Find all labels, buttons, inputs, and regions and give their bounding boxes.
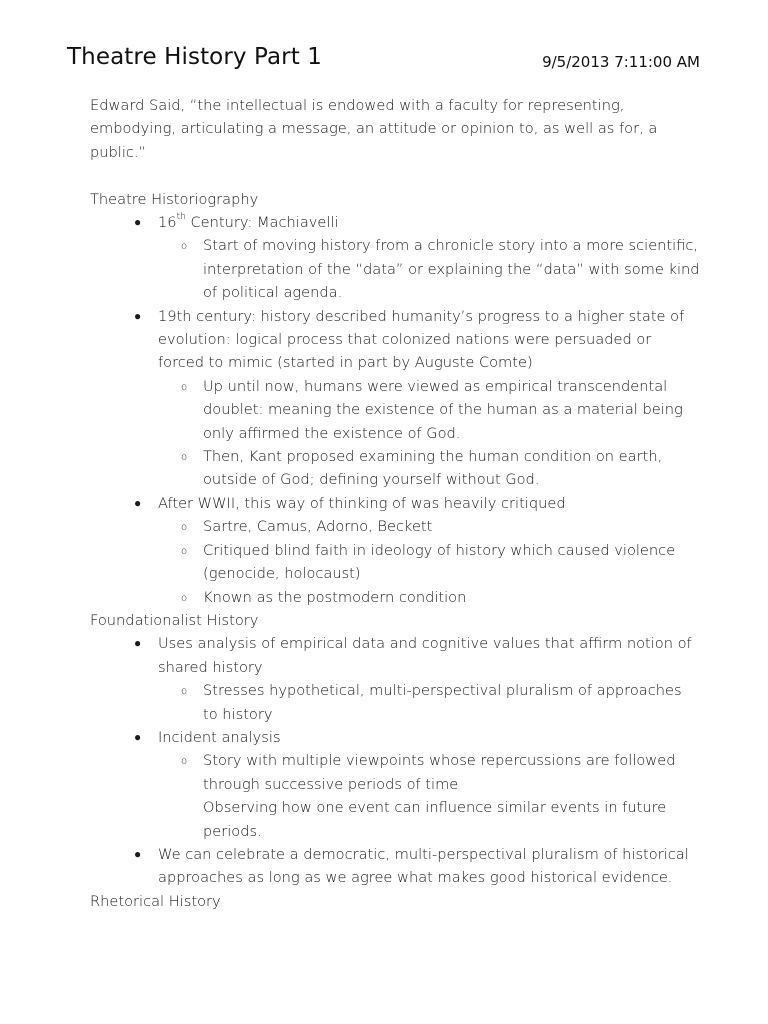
list-item-text-part: Century: Machiavelli <box>185 214 339 232</box>
sub-bullet-icon: o <box>181 756 188 768</box>
list-item-text <box>158 214 339 231</box>
sub-list <box>158 679 700 726</box>
sub-list-item <box>181 445 700 492</box>
sub-list-item <box>181 375 700 445</box>
sub-list-item-text: Up until now, humans were viewed as empirical transcendental doublet: meaning the existence of the human as a material being only affirmed the existence of God. <box>203 377 683 442</box>
sub-list <box>158 749 700 843</box>
list-item-text: Incident analysis <box>158 728 281 746</box>
sub-list-item <box>181 586 700 609</box>
bullet-icon: ● <box>134 495 142 510</box>
bullet-icon: ● <box>134 846 142 861</box>
bullet-icon: ● <box>134 215 142 230</box>
list-item <box>134 492 700 609</box>
list-item-text-part: 16 <box>158 214 177 232</box>
bullet-icon: ● <box>134 636 142 651</box>
list-item <box>134 305 700 492</box>
sub-list <box>158 234 700 304</box>
foundationalist-list <box>90 632 700 889</box>
sub-list-item-text: Then, Kant proposed examining the human condition on earth, outside of God; defining yourself without God. <box>203 448 663 489</box>
sub-list-item-text: Start of moving history from a chronicle story into a more scientific, interpretation of the “data” or explaining the “data” with some kind of political agenda. <box>203 237 700 302</box>
sub-list-item <box>181 749 700 843</box>
sub-list-item-text: Known as the postmodern condition <box>203 588 467 606</box>
sub-bullet-icon: o <box>181 592 188 604</box>
sub-list <box>158 515 700 609</box>
sub-list-item-text: Stresses hypothetical, multi-perspectival pluralism of approaches to history <box>203 682 682 723</box>
list-item-text: 19th century: history described humanity’s progress to a higher state of evolution: logical process that colonized nations were persuaded or forced to mimic (started in part by Auguste Comte) <box>158 307 685 372</box>
page-title: Theatre History Part 1 <box>67 44 322 70</box>
document-body <box>90 94 700 913</box>
sub-list-item <box>181 515 700 538</box>
sub-list-item <box>181 234 700 304</box>
historiography-list <box>90 211 700 609</box>
bullet-icon: ● <box>134 729 142 744</box>
superscript: th <box>176 212 186 223</box>
list-item-text: We can celebrate a democratic, multi-perspectival pluralism of historical approaches as long as we agree what makes good historical evidence. <box>158 845 689 887</box>
sub-list-item-text: Story with multiple viewpoints whose repercussions are followed through successive periods of time <box>203 752 676 793</box>
sub-bullet-icon: o <box>181 545 188 557</box>
section-heading-rhetorical: Rhetorical History <box>90 892 221 910</box>
sub-list <box>158 375 700 492</box>
sub-bullet-icon: o <box>181 452 188 464</box>
sub-list-item <box>181 539 700 586</box>
timestamp: 9/5/2013 7:11:00 AM <box>542 53 700 71</box>
list-item <box>134 632 700 726</box>
list-item-text: After WWII, this way of thinking of was heavily critiqued <box>158 494 566 512</box>
list-item <box>134 843 700 890</box>
sub-list-item-text: Critiqued blind faith in ideology of history which caused violence (genocide, holocaust) <box>203 541 676 583</box>
sub-list-item-text: Sartre, Camus, Adorno, Beckett <box>203 518 433 536</box>
section-heading-historiography: Theatre Historiography <box>90 190 259 208</box>
intro-quote: Edward Said, “the intellectual is endowed with a faculty for representing, embodying, articulating a message, an attitude or opinion to, as well as for, a public.” <box>90 97 658 161</box>
sub-list-item-continuation: Observing how one event can influence similar events in future periods. <box>203 799 667 840</box>
sub-bullet-icon: o <box>181 241 188 253</box>
list-item <box>134 726 700 843</box>
sub-bullet-icon: o <box>181 522 188 534</box>
spacer <box>90 164 700 187</box>
sub-bullet-icon: o <box>181 686 188 698</box>
sub-list-item <box>181 679 700 726</box>
list-item <box>134 211 700 305</box>
bullet-icon: ● <box>134 308 142 323</box>
section-heading-foundationalist: Foundationalist History <box>90 611 259 629</box>
sub-bullet-icon: o <box>181 381 188 393</box>
list-item-text: Uses analysis of empirical data and cognitive values that affirm notion of shared history <box>158 635 692 676</box>
